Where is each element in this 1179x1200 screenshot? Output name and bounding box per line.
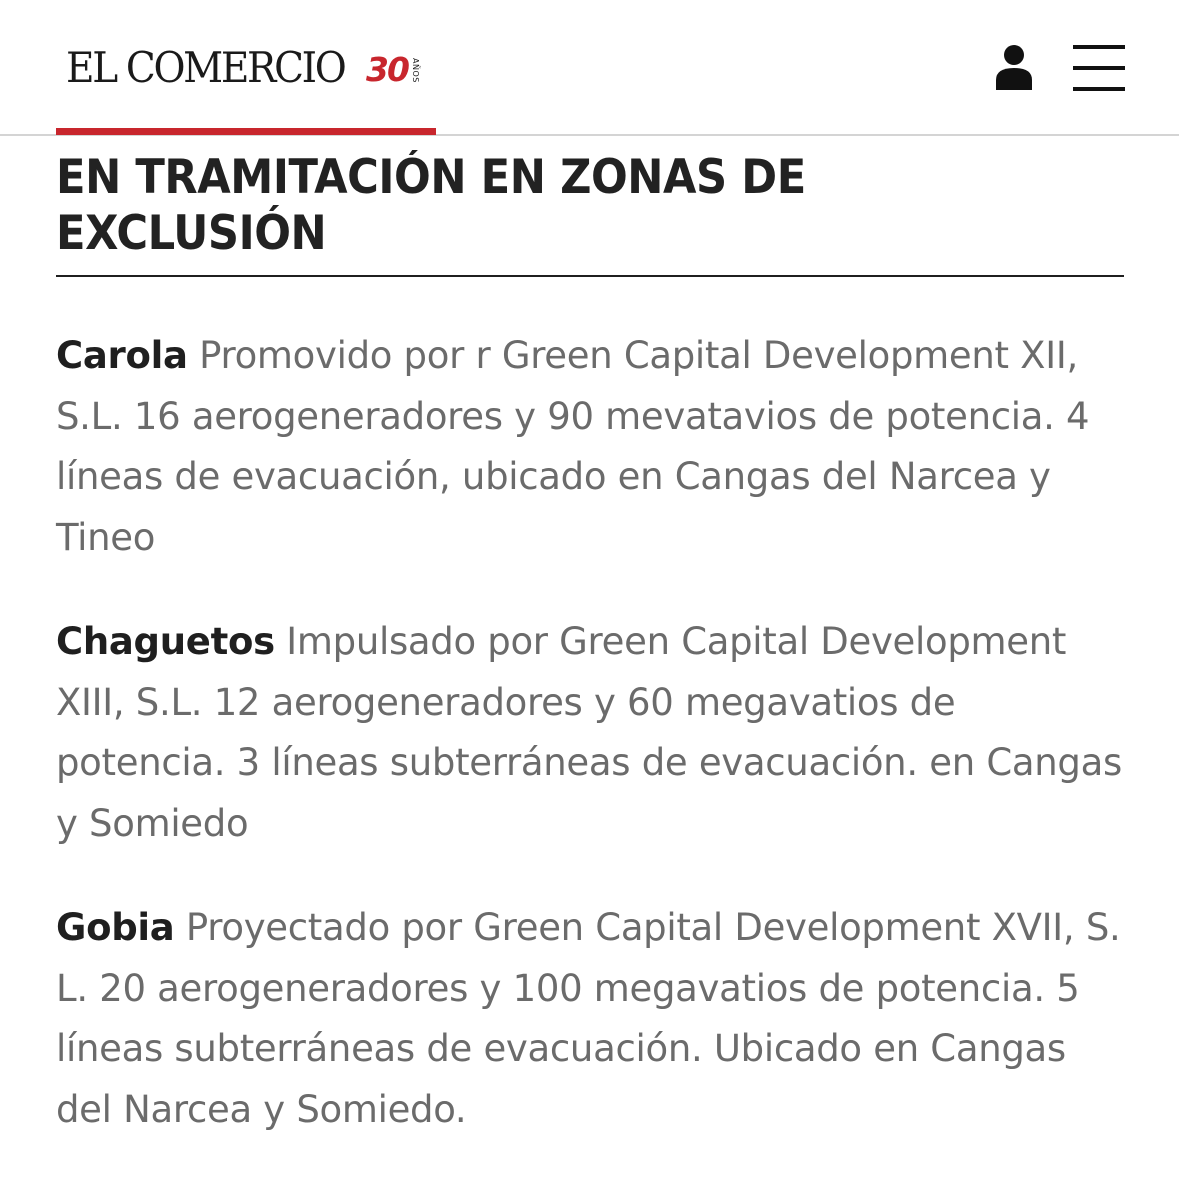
- project-entry-gobia: [56, 898, 1126, 1140]
- logo-text: EL COMERCIO: [66, 43, 345, 92]
- hamburger-menu-icon[interactable]: [1073, 45, 1125, 91]
- project-entry-chaguetos: [56, 612, 1126, 854]
- section-title-divider: [56, 275, 1124, 277]
- logo-anniversary-number: 30: [366, 50, 408, 89]
- header-accent-bar: [56, 128, 436, 135]
- project-name: Chaguetos: [56, 620, 275, 663]
- project-list: [56, 326, 1126, 1184]
- section-title: EN TRAMITACIÓN EN ZONAS DE EXCLUSIÓN: [56, 150, 806, 261]
- project-description: Impulsado por Green Capital Development XIII, S.L. 12 aerogeneradores y 60 megavatios de potencia. 3 líneas subterráneas de evacuación. en Cangas y Somiedo: [56, 620, 1122, 845]
- project-entry-carola: [56, 326, 1126, 568]
- project-description: Promovido por r Green Capital Development XII, S.L. 16 aerogeneradores y 90 mevatavios de potencia. 4 líneas de evacuación, ubicado en Cangas del Narcea y Tineo: [56, 334, 1090, 559]
- project-name: Gobia: [56, 906, 175, 949]
- project-name: Carola: [56, 334, 188, 377]
- site-logo[interactable]: [66, 38, 420, 98]
- user-icon[interactable]: [994, 44, 1034, 92]
- logo-anniversary-word: AÑOS: [410, 57, 420, 83]
- site-header: [0, 0, 1179, 135]
- logo-anniversary-badge: [366, 38, 420, 98]
- project-description: Proyectado por Green Capital Development XVII, S. L. 20 aerogeneradores y 100 megavatios de potencia. 5 líneas subterráneas de evacuación. Ubicado en Cangas del Narcea y Somiedo.: [56, 906, 1121, 1131]
